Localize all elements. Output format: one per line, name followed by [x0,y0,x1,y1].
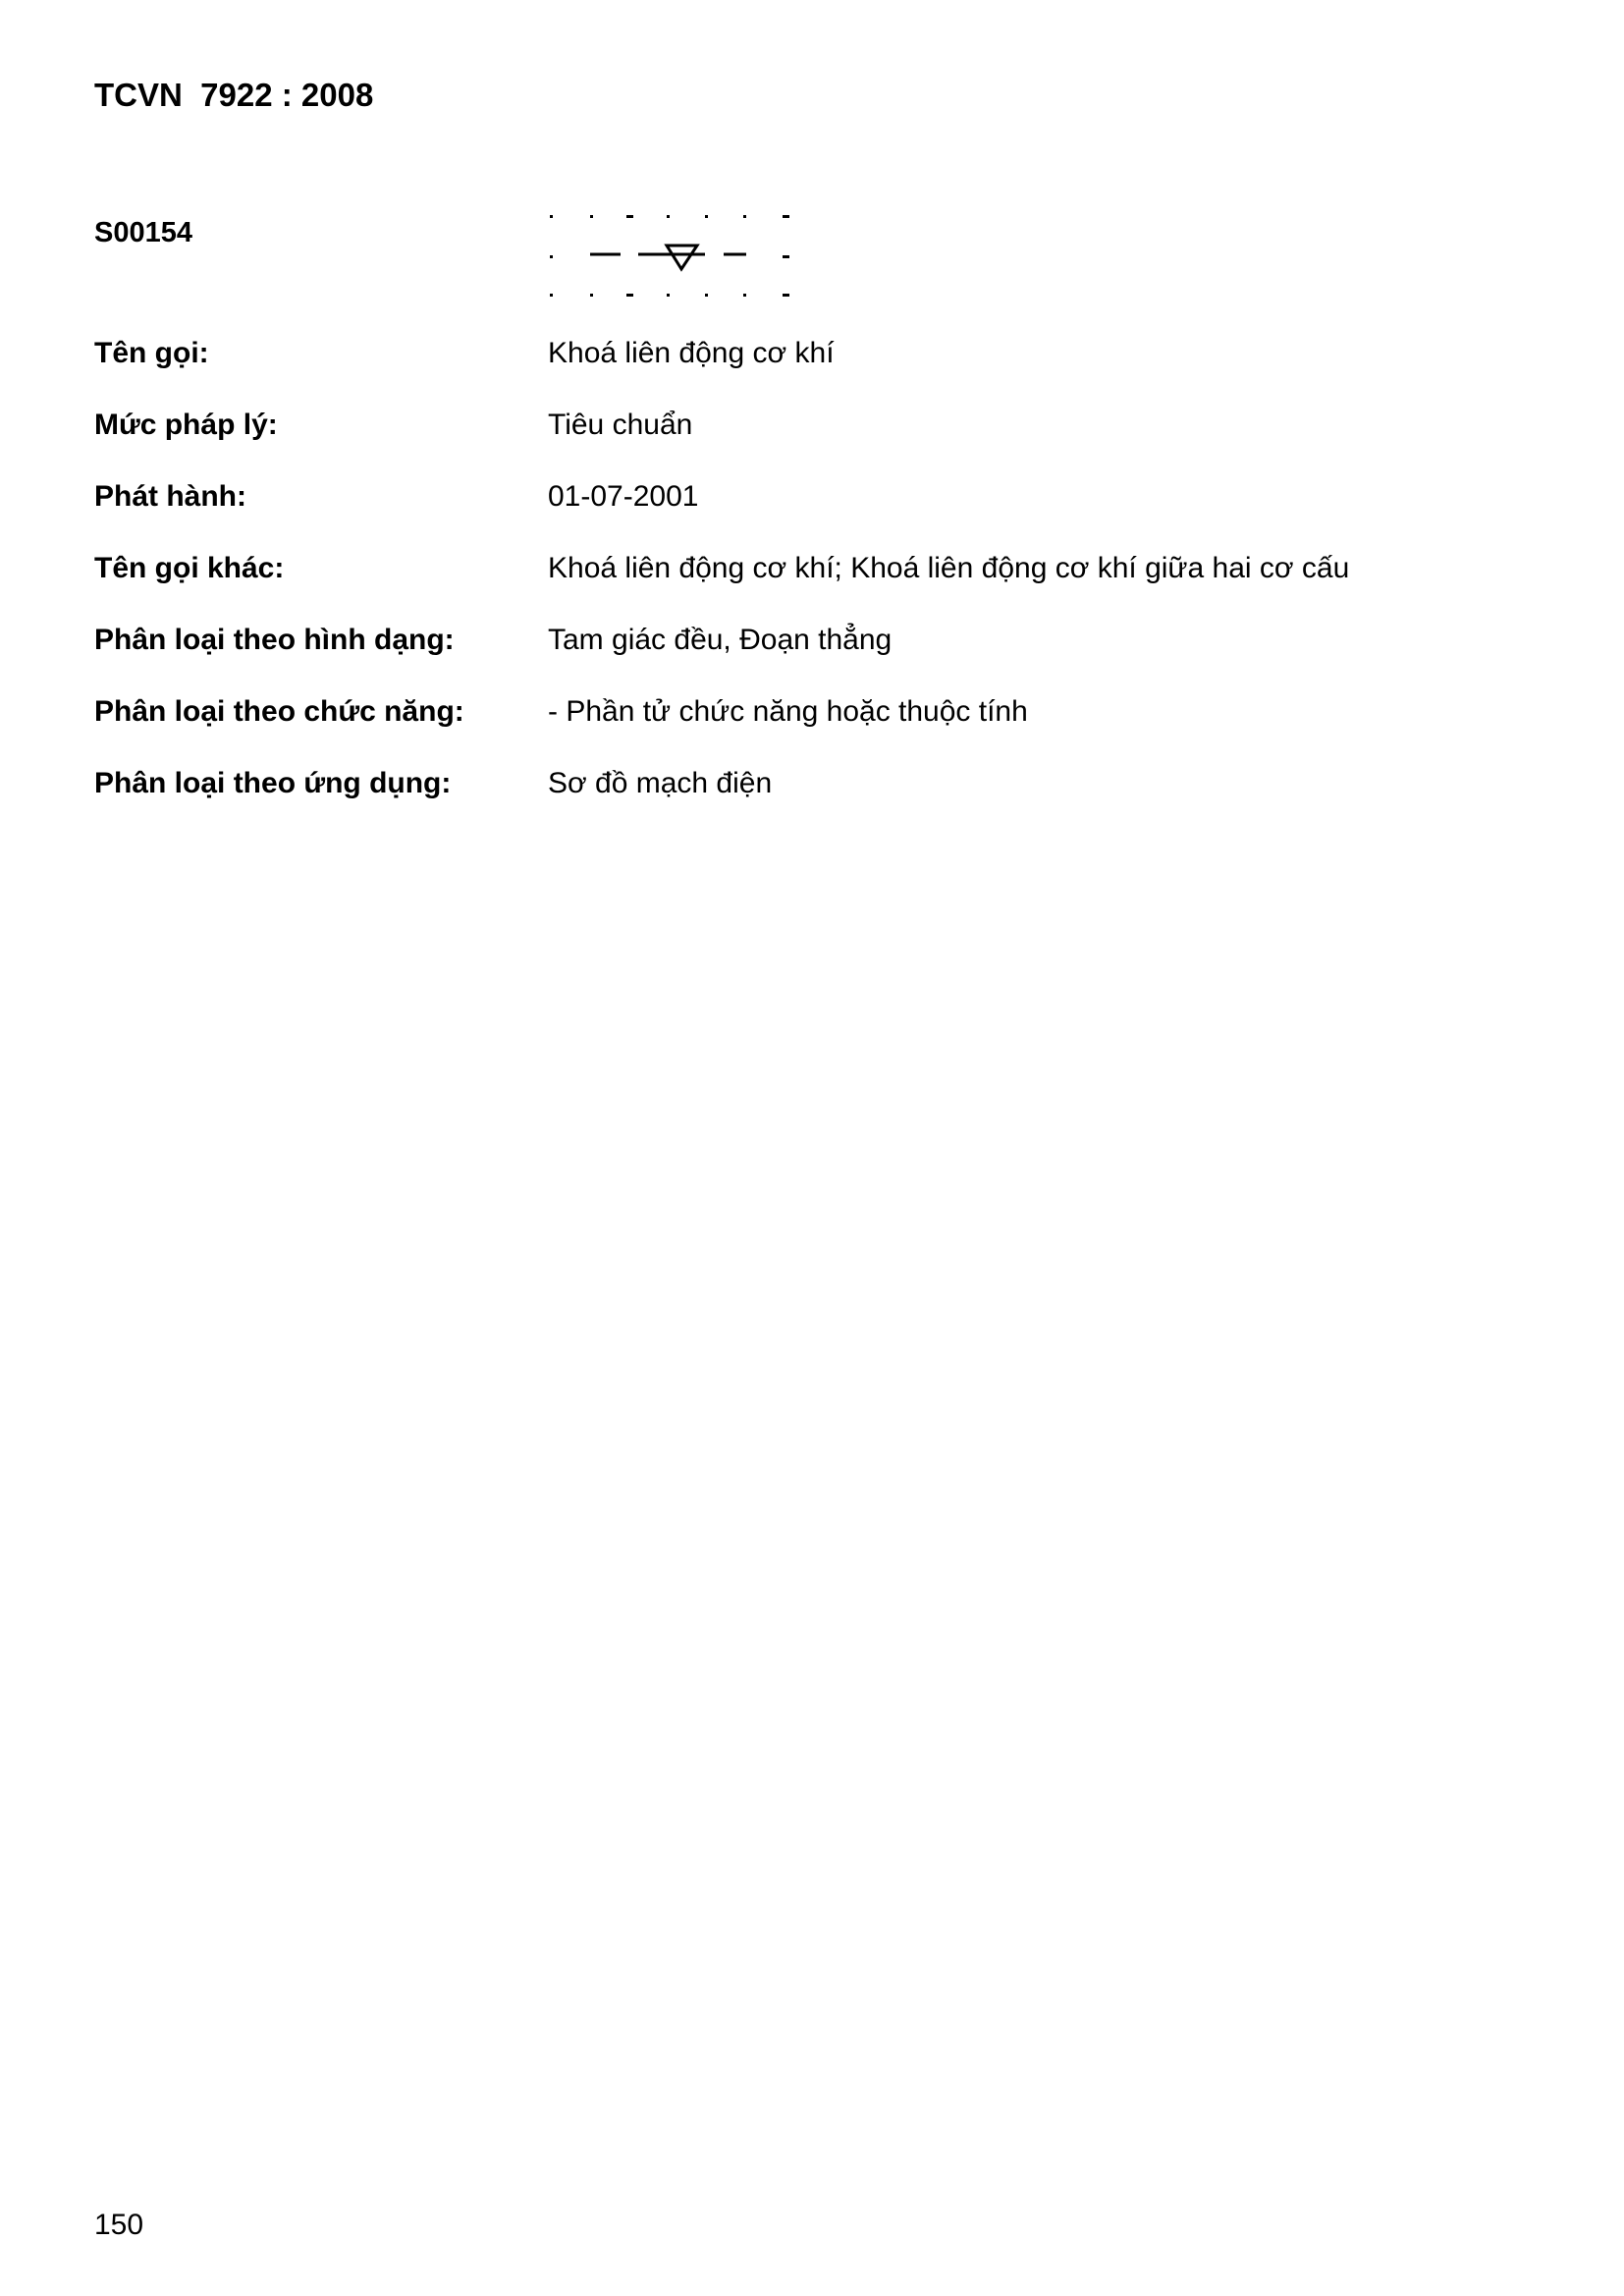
symbol-code: S00154 [94,217,192,248]
field-value: Sơ đồ mạch điện [548,767,773,799]
field-value: Tam giác đều, Đoạn thẳng [548,624,893,656]
field-name-row [94,337,1518,376]
field-label: Mức pháp lý: [94,409,278,441]
field-label: Tên gọi khác: [94,552,285,584]
standard-header: TCVN 7922 : 2008 [94,77,374,113]
field-label: Phân loại theo chức năng: [94,695,464,728]
field-value: Khoá liên động cơ khí [548,337,835,369]
field-alias-row [94,552,1518,591]
field-value: Khoá liên động cơ khí; Khoá liên động cơ khí giữa hai cơ cấu [548,552,1350,584]
field-value: Tiêu chuẩn [548,409,693,441]
field-value: - Phần tử chức năng hoặc thuộc tính [548,695,1028,728]
mechanical-interlock-symbol-icon [542,206,797,304]
field-shape-class-row [94,624,1518,663]
field-label: Phát hành: [94,480,246,513]
field-legal-level-row [94,409,1518,448]
field-label: Tên gọi: [94,337,209,369]
field-value: 01-07-2001 [548,480,699,513]
field-label: Phân loại theo ứng dụng: [94,767,452,799]
field-function-class-row [94,695,1518,735]
field-issued-row [94,480,1518,519]
field-label: Phân loại theo hình dạng: [94,624,455,656]
page-number: 150 [94,2209,144,2241]
field-application-class-row [94,767,1518,806]
